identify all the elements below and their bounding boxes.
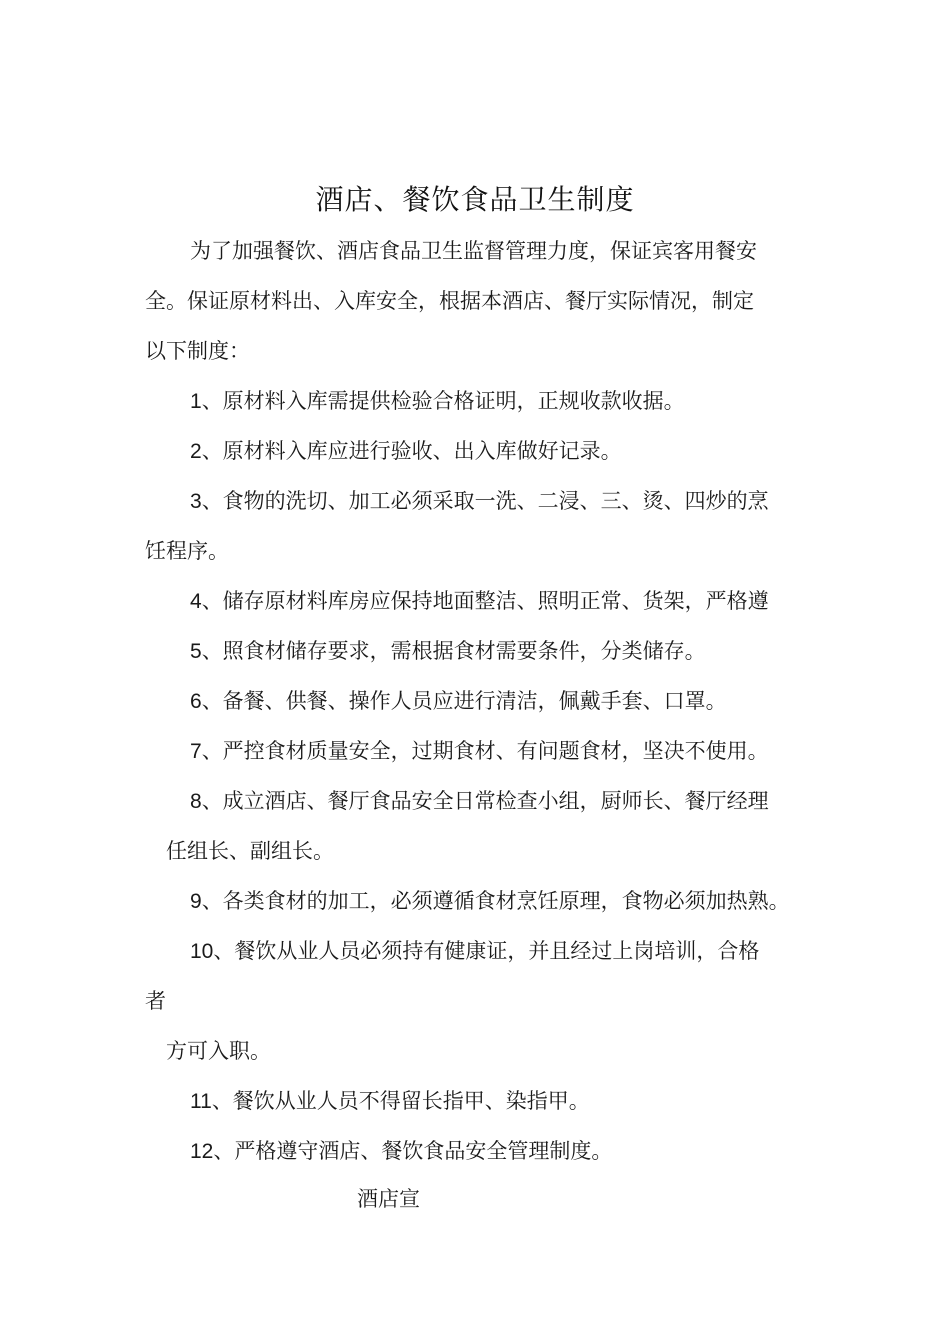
rule-item-4 <box>190 586 769 617</box>
rule-item-10 <box>190 936 759 967</box>
rule-item-8-continuation: 任组长、副组长。 <box>166 839 334 863</box>
rule-item-3-continuation: 饪程序。 <box>145 539 229 563</box>
rule-item-1 <box>190 386 685 417</box>
rule-item-5 <box>190 636 706 667</box>
rule-number: 6 <box>190 690 202 713</box>
rule-item-3 <box>190 486 769 517</box>
rule-item-9 <box>190 886 790 917</box>
rule-number: 7 <box>190 740 202 763</box>
signature: 酒店宣 <box>357 1187 420 1211</box>
rule-text: 、备餐、供餐、操作人员应进行清洁，佩戴手套、口罩。 <box>201 689 727 713</box>
intro-line-3: 以下制度： <box>145 339 250 363</box>
rule-number: 12 <box>190 1140 214 1163</box>
rule-text: 、餐饮从业人员必须持有健康证，并且经过上岗培训，合格 <box>213 939 760 963</box>
rule-text: 、原材料入库应进行验收、出入库做好记录。 <box>201 439 622 463</box>
rule-text: 、各类食材的加工，必须遵循食材烹饪原理，食物必须加热熟。 <box>201 889 790 913</box>
rule-item-10-continuation-1: 者 <box>145 989 166 1013</box>
intro-line-2: 全。保证原材料出、入库安全，根据本酒店、餐厅实际情况，制定 <box>145 289 754 313</box>
document-title: 酒店、餐饮食品卫生制度 <box>315 183 635 216</box>
rule-text: 、照食材储存要求，需根据食材需要条件，分类储存。 <box>201 639 706 663</box>
rule-number: 11 <box>190 1090 212 1113</box>
rule-number: 5 <box>190 640 202 663</box>
rule-item-6 <box>190 686 727 717</box>
rule-number: 8 <box>190 790 202 813</box>
rule-text: 、储存原材料库房应保持地面整洁、照明正常、货架，严格遵 <box>201 589 769 613</box>
rule-text: 、严控食材质量安全，过期食材、有问题食材，坚决不使用。 <box>201 739 769 763</box>
rule-number: 2 <box>190 440 202 463</box>
rule-item-12 <box>190 1136 612 1167</box>
rule-item-2 <box>190 436 622 467</box>
rule-number: 10 <box>190 940 214 963</box>
rule-item-8 <box>190 786 769 817</box>
rule-text: 、食物的洗切、加工必须采取一洗、二浸、三、烫、四炒的烹 <box>201 489 769 513</box>
rule-text: 、原材料入库需提供检验合格证明，正规收款收据。 <box>201 389 685 413</box>
rule-number: 1 <box>190 390 202 413</box>
rule-number: 9 <box>190 890 202 913</box>
rule-item-7 <box>190 736 769 767</box>
rule-number: 3 <box>190 490 202 513</box>
rule-text: 、餐饮从业人员不得留长指甲、染指甲。 <box>211 1089 590 1113</box>
intro-line-1: 为了加强餐饮、酒店食品卫生监督管理力度，保证宾客用餐安 <box>190 239 757 263</box>
rule-number: 4 <box>190 590 202 613</box>
rule-item-10-continuation-2: 方可入职。 <box>166 1039 271 1063</box>
rule-text: 、严格遵守酒店、餐饮食品安全管理制度。 <box>213 1139 613 1163</box>
rule-text: 、成立酒店、餐厅食品安全日常检查小组，厨师长、餐厅经理 <box>201 789 769 813</box>
rule-item-11 <box>190 1086 590 1117</box>
